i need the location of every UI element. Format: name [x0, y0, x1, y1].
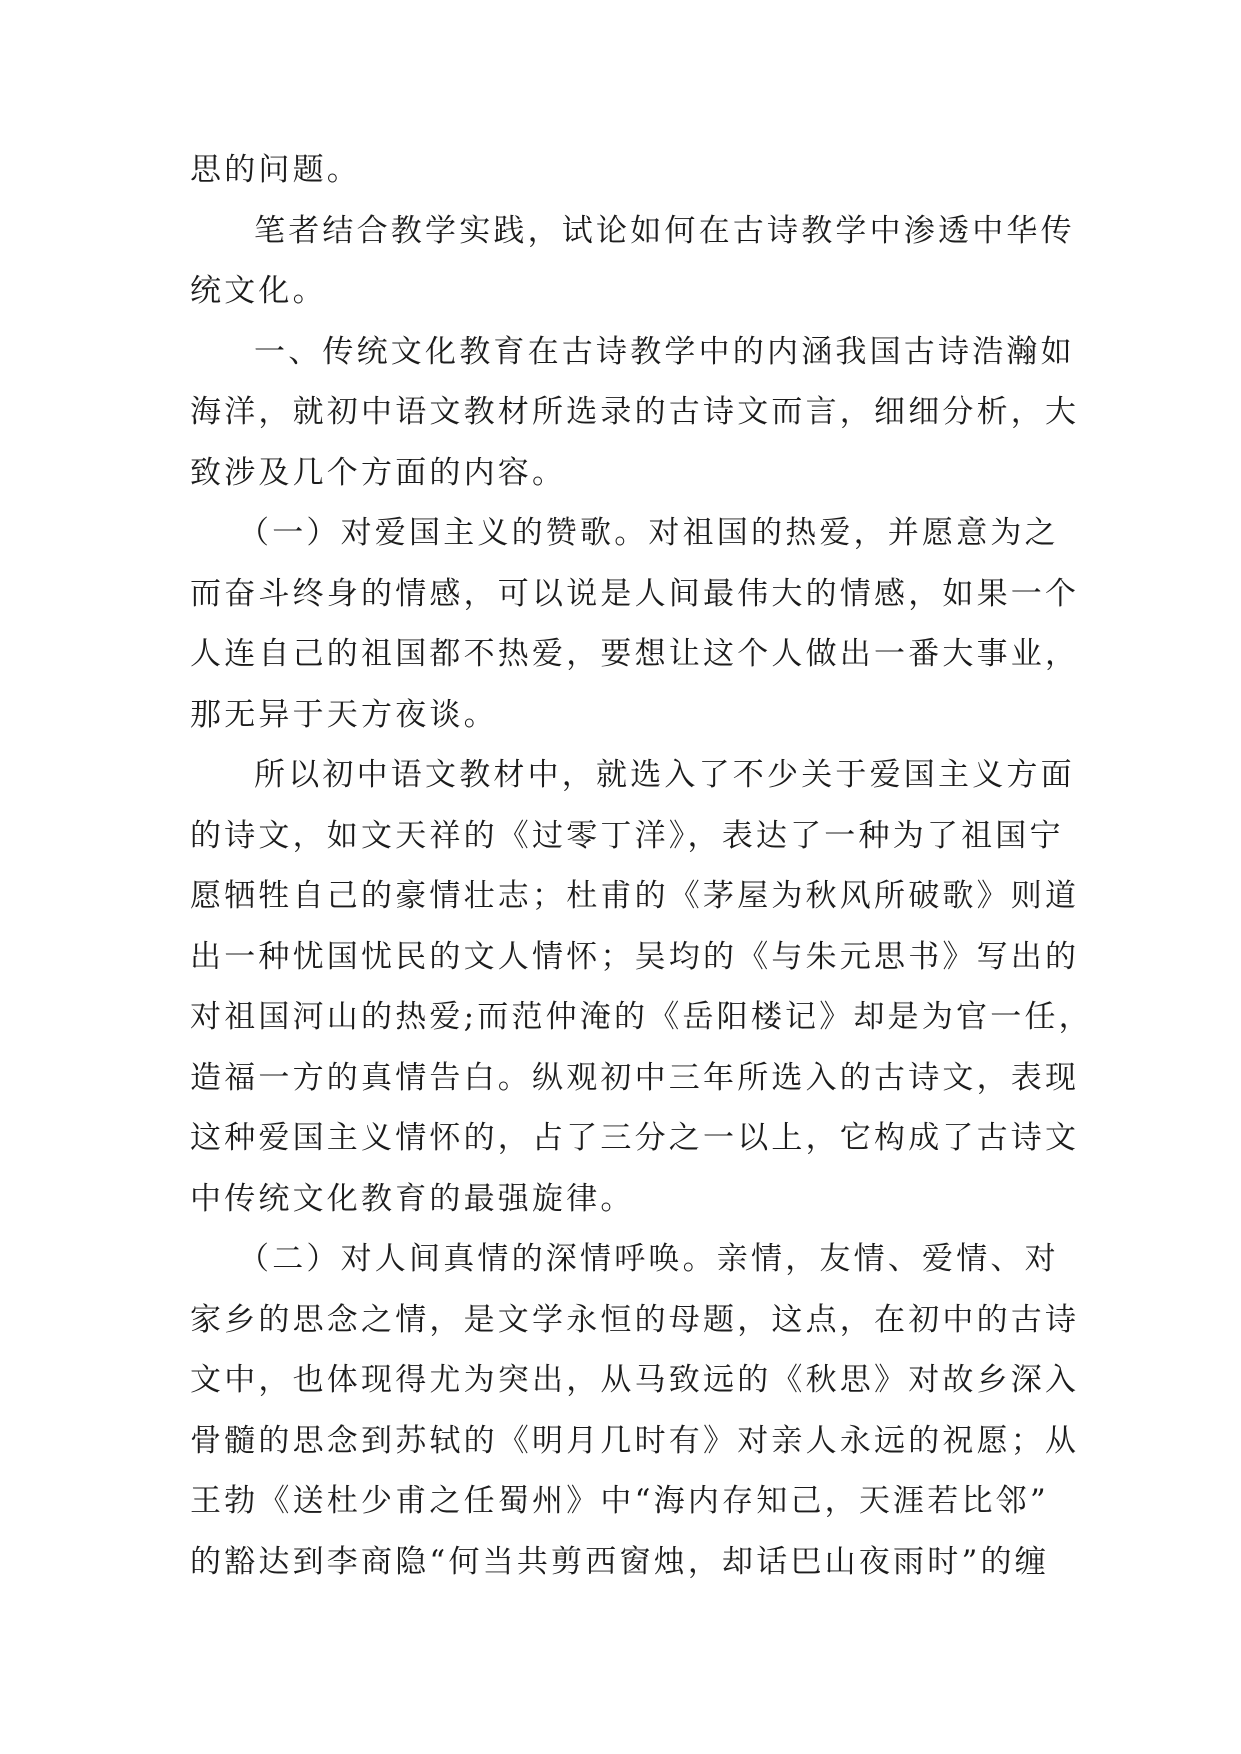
text-line: 笔者结合教学实践，试论如何在古诗教学中渗透中华传 — [254, 212, 1075, 249]
text-line: 致涉及几个方面的内容。 — [190, 454, 567, 491]
text-line: （二）对人间真情的深情呼唤。亲情，友情、爱情、对 — [238, 1241, 1059, 1277]
text-line: 所以初中语文教材中，就选入了不少关于爱国主义方面 — [254, 757, 1075, 793]
body-text — [190, 140, 1093, 1592]
text-line: 文中，也体现得尤为突出，从马致远的《秋思》对故乡深入 — [190, 1362, 1080, 1398]
text-line: 思的问题。 — [190, 152, 361, 188]
text-line: 一、传统文化教育在古诗教学中的内涵我国古诗浩瀚如 — [254, 333, 1075, 370]
text-line: 这种爱国主义情怀的，占了三分之一以上，它构成了古诗文 — [190, 1120, 1080, 1156]
text-line: 的诗文，如文天祥的《过零丁洋》，表达了一种为了祖国宁 — [190, 817, 1064, 854]
text-line: 出一种忧国忧民的文人情怀；吴均的《与朱元思书》写出的 — [190, 938, 1080, 975]
text-line: 的豁达到李商隐“何当共剪西窗烛，却话巴山夜雨时”的缠 — [190, 1543, 1049, 1580]
text-line: 造福一方的真情告白。纵观初中三年所选入的古诗文，表现 — [190, 1059, 1080, 1096]
text-line: 王勃《送杜少甫之任蜀州》中“海内存知己，天涯若比邻” — [190, 1483, 1049, 1519]
text-line: 那无异于天方夜谈。 — [190, 696, 498, 733]
text-line: 人连自己的祖国都不热爱，要想让这个人做出一番大事业， — [190, 636, 1080, 672]
text-line: 骨髓的思念到苏轼的《明月几时有》对亲人永远的祝愿；从 — [190, 1422, 1080, 1459]
text-line: 家乡的思念之情，是文学永恒的母题，这点，在初中的古诗 — [190, 1301, 1080, 1338]
text-line: 统文化。 — [190, 273, 327, 309]
text-line: 愿牺牲自己的豪情壮志；杜甫的《茅屋为秋风所破歌》则道 — [190, 878, 1080, 914]
text-line: 而奋斗终身的情感，可以说是人间最伟大的情感，如果一个 — [190, 575, 1080, 612]
text-line: 海洋，就初中语文教材所选录的古诗文而言，细细分析，大 — [190, 394, 1080, 430]
text-line: 中传统文化教育的最强旋律。 — [190, 1180, 635, 1217]
text-line: （一）对爱国主义的赞歌。对祖国的热爱，并愿意为之 — [238, 515, 1059, 551]
text-line: 对祖国河山的热爱;而范仲淹的《岳阳楼记》却是为官一任， — [190, 999, 1093, 1035]
